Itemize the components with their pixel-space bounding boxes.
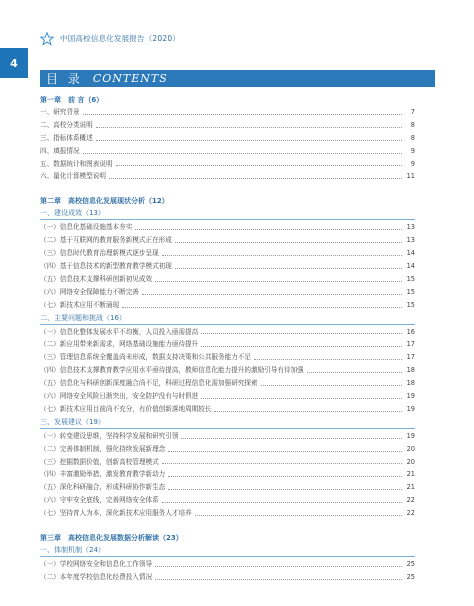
leader-dots xyxy=(201,333,402,334)
table-of-contents xyxy=(40,94,415,584)
leader-dots xyxy=(122,307,402,308)
chapter-heading: 第三章 高校信息化发展数据分析解读（23） xyxy=(40,534,183,543)
toc-entry[interactable] xyxy=(40,221,415,234)
toc-entry[interactable] xyxy=(40,481,415,494)
toc-entry[interactable] xyxy=(40,443,415,456)
toc-entry[interactable] xyxy=(40,326,415,339)
toc-entry-label: 五、数据统计和图表说明 xyxy=(40,159,113,168)
leader-dots xyxy=(162,502,402,503)
leader-dots xyxy=(175,242,402,243)
toc-entry-page: 7 xyxy=(410,107,415,116)
section-heading: 三、发展建议（19） xyxy=(40,416,415,429)
toc-entry[interactable] xyxy=(40,571,415,584)
toc-entry-label: （二）本年度学校信息化经费投入情况 xyxy=(40,572,153,581)
toc-entry[interactable] xyxy=(40,403,415,416)
chapter-heading: 第二章 高校信息化发展现状分析（12） xyxy=(40,197,169,206)
toc-entry-label: 六、量化计算模型说明 xyxy=(40,172,106,181)
toc-entry-page: 22 xyxy=(406,509,415,518)
toc-entry-label: （四）丰富激励举措，激发教育教学新动力 xyxy=(40,470,166,479)
star-icon xyxy=(40,32,54,46)
toc-entry-page: 8 xyxy=(410,133,415,142)
toc-entry-page: 19 xyxy=(406,392,415,401)
toc-entry[interactable] xyxy=(40,468,415,481)
toc-entry[interactable] xyxy=(40,494,415,507)
leader-dots xyxy=(162,463,402,464)
toc-entry-label: （五）信息化与科研创新深度融合尚不足，科研过程信息化需加强研究探索 xyxy=(40,379,258,388)
toc-entry[interactable] xyxy=(40,119,415,132)
toc-entry-label: 一、研究背景 xyxy=(40,107,80,116)
toc-entry-page: 9 xyxy=(410,146,415,155)
toc-entry-page: 8 xyxy=(410,120,415,129)
running-title: 中国高校信息化发展报告（2020） xyxy=(60,34,180,43)
toc-entry[interactable] xyxy=(40,456,415,469)
leader-dots xyxy=(96,140,402,141)
toc-entry-page: 18 xyxy=(406,366,415,375)
leader-dots xyxy=(307,372,402,373)
toc-entry[interactable] xyxy=(40,273,415,286)
toc-entry-label: （七）新技术应用不断涌现 xyxy=(40,300,120,309)
leader-dots xyxy=(168,451,402,452)
toc-entry-label: （六）网络安全保障能力不断完善 xyxy=(40,287,139,296)
toc-entry[interactable] xyxy=(40,299,415,312)
toc-entry-label: （四）基于信息技术的新型教育教学模式初现 xyxy=(40,262,172,270)
leader-dots xyxy=(261,385,402,386)
toc-entry-page: 15 xyxy=(406,287,415,296)
toc-entry-page: 25 xyxy=(406,560,415,569)
toc-entry-page: 14 xyxy=(406,249,415,258)
contents-title-bar xyxy=(40,70,435,87)
leader-dots xyxy=(116,165,402,166)
leader-dots xyxy=(181,438,402,439)
toc-entry[interactable] xyxy=(40,145,415,158)
toc-entry-label: （七）坚持育人为本，深化新技术应用服务人才培养 xyxy=(40,509,192,518)
toc-entry-page: 15 xyxy=(406,300,415,309)
toc-entry-page: 21 xyxy=(406,483,415,492)
toc-entry-label: （三）信息时代教育治理新模式逐步呈现 xyxy=(40,249,159,258)
toc-entry-page: 18 xyxy=(406,379,415,388)
section-heading: 一、体制机制（24） xyxy=(40,544,415,557)
toc-entry-label: （一）学校网络安全和信息化工作领导 xyxy=(40,560,153,569)
leader-dots xyxy=(201,346,402,347)
toc-entry[interactable] xyxy=(40,507,415,520)
toc-entry-page: 13 xyxy=(406,236,415,245)
toc-entry-page: 17 xyxy=(406,353,415,362)
toc-entry-label: 三、指标体系概述 xyxy=(40,133,93,142)
toc-entry-label: （一）信息化整体发展水平不均衡，人员投入亟需提高 xyxy=(40,327,199,336)
toc-entry-label: （一）信息化基础设施基本夯实 xyxy=(40,223,133,232)
leader-dots xyxy=(254,359,402,360)
toc-entry[interactable] xyxy=(40,106,415,119)
toc-entry[interactable] xyxy=(40,260,415,273)
leader-dots xyxy=(96,127,402,128)
section-heading: 一、建设成效（13） xyxy=(40,207,415,220)
toc-entry[interactable] xyxy=(40,338,415,351)
leader-dots xyxy=(201,398,402,399)
leader-dots xyxy=(155,579,402,580)
toc-entry-page: 13 xyxy=(406,223,415,232)
toc-entry-label: （二）新应用带来新需求，网络基础设施能力亟待提升 xyxy=(40,340,199,349)
toc-entry-label: （三）管理信息系统全覆盖尚未形成，数据支持决策和公共服务能力不足 xyxy=(40,353,251,362)
section-entries xyxy=(40,326,415,416)
toc-entry[interactable] xyxy=(40,351,415,364)
leader-dots xyxy=(142,294,402,295)
leader-dots xyxy=(155,281,402,282)
toc-entry-label: （三）挖掘数据价值，创新高校管理模式 xyxy=(40,457,159,466)
toc-entry[interactable] xyxy=(40,558,415,571)
toc-entry-page: 11 xyxy=(406,172,415,181)
toc-entry-page: 25 xyxy=(406,572,415,581)
leader-dots xyxy=(83,114,402,115)
page-header xyxy=(0,0,474,48)
toc-entry[interactable] xyxy=(40,286,415,299)
toc-entry-label: （五）深化科研融合，形成科研协作新生态 xyxy=(40,483,166,492)
toc-entry-label: （六）守牢安全底线，完善网络安全体系 xyxy=(40,496,159,505)
contents-title-cn: 目 录 xyxy=(46,72,83,86)
chapter-1-entries xyxy=(40,106,415,183)
leader-dots xyxy=(214,411,402,412)
toc-entry[interactable] xyxy=(40,247,415,260)
toc-entry-page: 19 xyxy=(406,431,415,440)
leader-dots xyxy=(155,566,402,567)
page-number-tab: 4 xyxy=(0,48,28,78)
toc-entry-label: （四）信息技术支撑教育教学应用水平亟待提高，教师信息化能力提升的激励引导有待加强 xyxy=(40,366,304,375)
toc-entry-page: 16 xyxy=(406,327,415,336)
toc-entry-label: 二、高校分类说明 xyxy=(40,120,93,129)
leader-dots xyxy=(135,229,402,230)
toc-entry-label: （二）基于互联网的教育服务新模式正在形成 xyxy=(40,236,172,245)
toc-entry[interactable] xyxy=(40,377,415,390)
toc-entry[interactable] xyxy=(40,430,415,443)
leader-dots xyxy=(168,489,402,490)
toc-entry-label: 四、填报情况 xyxy=(40,146,80,155)
toc-entry-label: （五）信息技术支撑科研创新初见成效 xyxy=(40,274,153,283)
leader-dots xyxy=(83,153,402,154)
toc-entry[interactable] xyxy=(40,132,415,145)
section-entries xyxy=(40,221,415,311)
toc-entry-page: 22 xyxy=(406,496,415,505)
toc-entry[interactable] xyxy=(40,170,415,183)
toc-entry-label: （六）网络安全风险日渐突出，安全防护没有与时俱进 xyxy=(40,392,199,401)
toc-entry-page: 14 xyxy=(406,262,415,270)
toc-entry-page: 20 xyxy=(406,444,415,453)
toc-entry[interactable] xyxy=(40,364,415,377)
toc-entry[interactable] xyxy=(40,390,415,403)
contents-title-en: CONTENTS xyxy=(92,72,168,85)
toc-entry-page: 21 xyxy=(406,470,415,479)
leader-dots xyxy=(109,178,402,179)
section-entries xyxy=(40,558,415,584)
leader-dots xyxy=(168,476,402,477)
toc-entry-page: 19 xyxy=(406,404,415,413)
section-entries xyxy=(40,430,415,520)
toc-entry-page: 17 xyxy=(406,340,415,349)
leader-dots xyxy=(195,515,402,516)
toc-entry-page: 15 xyxy=(406,274,415,283)
toc-entry-page: 9 xyxy=(410,159,415,168)
toc-entry-label: （二）完善体制机制，强化持续发展新理念 xyxy=(40,444,166,453)
toc-entry-label: （七）新技术应用目前尚不充分，有价值创新落地周期较长 xyxy=(40,404,212,413)
toc-entry-page: 20 xyxy=(406,457,415,466)
toc-entry[interactable] xyxy=(40,234,415,247)
chapter-heading: 第一章 前 言（6） xyxy=(40,96,104,104)
leader-dots xyxy=(162,255,402,256)
toc-entry-label: （一）转变建设思维，坚持科学发展和研究引领 xyxy=(40,431,179,440)
leader-dots xyxy=(175,268,402,269)
section-heading: 二、主要问题和挑战（16） xyxy=(40,312,415,325)
toc-entry[interactable] xyxy=(40,158,415,171)
